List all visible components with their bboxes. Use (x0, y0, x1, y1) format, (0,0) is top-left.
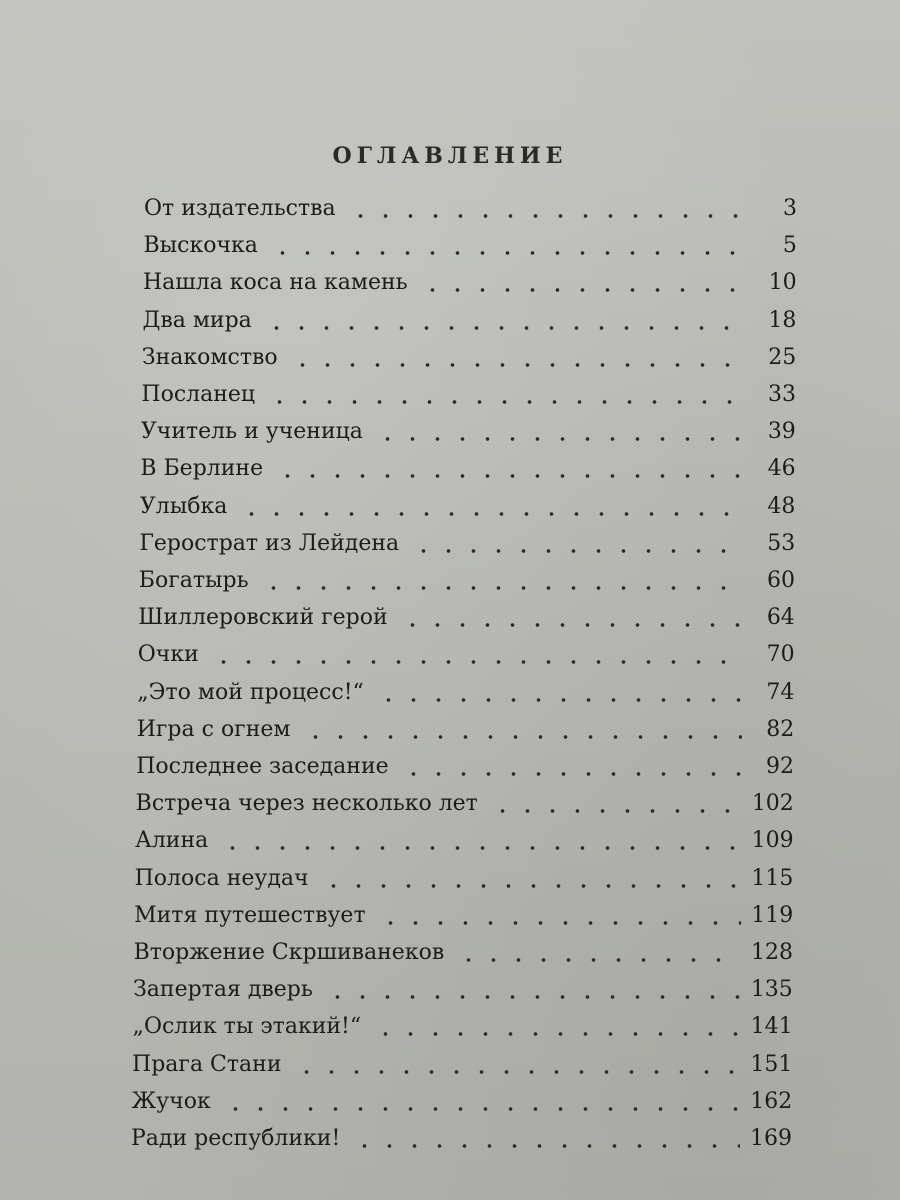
toc-entry-page: 39 (767, 419, 796, 445)
toc-dot-leader (211, 657, 743, 667)
toc-dot-leader (223, 1104, 740, 1114)
toc-entry-page: 5 (782, 233, 797, 259)
toc-entry-page: 115 (751, 865, 794, 891)
toc-entry (133, 971, 793, 1008)
table-of-contents (0, 190, 900, 1150)
toc-entry-page: 64 (766, 605, 795, 631)
toc-entry-page: 3 (783, 196, 797, 221)
toc-entry-title: Прага Стани (132, 1051, 282, 1077)
toc-entry-page: 53 (767, 530, 796, 556)
toc-entry (136, 748, 794, 785)
toc-entry-page: 169 (750, 1126, 792, 1151)
toc-entry (136, 785, 794, 822)
toc-entry-title: Алина (135, 828, 209, 854)
toc-dot-leader (352, 1141, 740, 1151)
toc-entry (139, 525, 795, 562)
toc-dot-leader (348, 211, 745, 221)
toc-entry-title: Шиллеровский герой (138, 605, 388, 631)
toc-dot-leader (270, 248, 745, 258)
toc-dot-leader (264, 323, 745, 333)
toc-entry (140, 450, 795, 487)
toc-entry (134, 897, 793, 934)
toc-dot-leader (456, 955, 741, 965)
toc-dot-leader (303, 732, 743, 742)
toc-entry (143, 227, 796, 264)
toc-entry (142, 302, 796, 339)
toc-entry (133, 1008, 793, 1045)
toc-dot-leader (325, 992, 741, 1002)
toc-dot-leader (321, 881, 742, 891)
toc-entry-page: 33 (768, 382, 796, 407)
toc-entry-title: Вторжение Скршиванеков (133, 940, 445, 965)
page-title: ОГЛАВЛЕНИЕ (332, 143, 568, 169)
toc-entry-page: 70 (766, 642, 795, 668)
toc-entry (135, 860, 794, 897)
toc-entry-page: 119 (751, 902, 794, 928)
toc-entry-title: От издательства (144, 196, 336, 221)
toc-entry-page: 92 (766, 754, 794, 779)
toc-dot-leader (400, 620, 743, 630)
toc-dot-leader (220, 843, 741, 853)
toc-entry-title: Посланец (141, 382, 256, 407)
toc-dot-leader (290, 360, 745, 370)
toc-dot-leader (261, 583, 743, 593)
toc-entry (137, 674, 794, 711)
toc-dot-leader (376, 695, 743, 705)
toc-entry-title: В Берлине (140, 456, 264, 482)
toc-entry-title: Два мира (142, 307, 252, 333)
toc-entry (138, 599, 795, 636)
toc-entry-page: 10 (768, 270, 797, 296)
toc-entry-page: 102 (751, 791, 794, 817)
toc-entry (139, 562, 795, 599)
toc-entry-title: „Это мой процесс!“ (137, 679, 364, 705)
toc-entry-page: 151 (750, 1051, 793, 1077)
toc-entry-page: 46 (767, 456, 796, 482)
toc-entry (142, 339, 796, 376)
toc-entry-title: Митя путешествует (134, 902, 366, 928)
toc-entry-page: 141 (750, 1014, 793, 1040)
toc-entry-page: 82 (766, 716, 795, 742)
toc-entry-title: Нашла коса на камень (142, 270, 408, 296)
toc-entry-title: Улыбка (139, 493, 228, 519)
toc-entry-title: Знакомство (141, 344, 278, 370)
toc-dot-leader (375, 434, 744, 444)
toc-dot-leader (294, 1067, 741, 1077)
toc-entry (140, 488, 796, 525)
toc-dot-leader (373, 1029, 740, 1039)
toc-entry (138, 636, 795, 673)
toc-dot-leader (420, 285, 745, 295)
toc-dot-leader (411, 546, 743, 556)
toc-entry-title: Выскочка (143, 233, 258, 259)
toc-entry-page: 162 (750, 1088, 793, 1114)
toc-entry-title: Игра с огнем (136, 716, 291, 742)
toc-entry-page: 18 (768, 307, 797, 333)
toc-entry-title: Запертая дверь (133, 977, 313, 1003)
toc-entry (135, 822, 793, 859)
toc-entry (143, 264, 797, 301)
toc-entry-page: 109 (751, 828, 794, 854)
toc-entry-page: 135 (750, 977, 793, 1003)
toc-entry-title: Очки (137, 642, 199, 668)
toc-dot-leader (267, 397, 744, 407)
toc-entry (141, 413, 796, 450)
toc-entry-page: 48 (767, 493, 796, 519)
toc-entry-page: 25 (768, 344, 797, 370)
toc-entry-title: Ради республики! (131, 1126, 341, 1151)
toc-entry-page: 74 (766, 679, 795, 705)
toc-entry (132, 1083, 793, 1120)
toc-entry (132, 1046, 792, 1083)
toc-entry (141, 376, 796, 413)
toc-entry-title: „Ослик ты этакий!“ (132, 1014, 362, 1040)
toc-entry-title: Встреча через несколько лет (135, 791, 478, 817)
toc-entry-page: 128 (751, 940, 793, 965)
toc-entry-title: Жучок (131, 1088, 211, 1114)
toc-entry-title: Полоса неудач (134, 865, 309, 891)
toc-dot-leader (239, 509, 743, 519)
toc-dot-leader (490, 806, 742, 816)
toc-dot-leader (275, 471, 743, 481)
toc-entry-page: 60 (767, 568, 795, 593)
toc-dot-leader (378, 918, 742, 928)
toc-entry-title: Учитель и ученица (140, 419, 363, 445)
toc-entry-title: Герострат из Лейдена (139, 530, 400, 556)
toc-entry (131, 1120, 792, 1157)
toc-entry (134, 934, 793, 971)
toc-entry (144, 190, 797, 227)
toc-entry-title: Богатырь (138, 568, 249, 593)
toc-entry-title: Последнее заседание (136, 754, 389, 779)
toc-entry (137, 711, 794, 748)
toc-dot-leader (401, 769, 742, 779)
